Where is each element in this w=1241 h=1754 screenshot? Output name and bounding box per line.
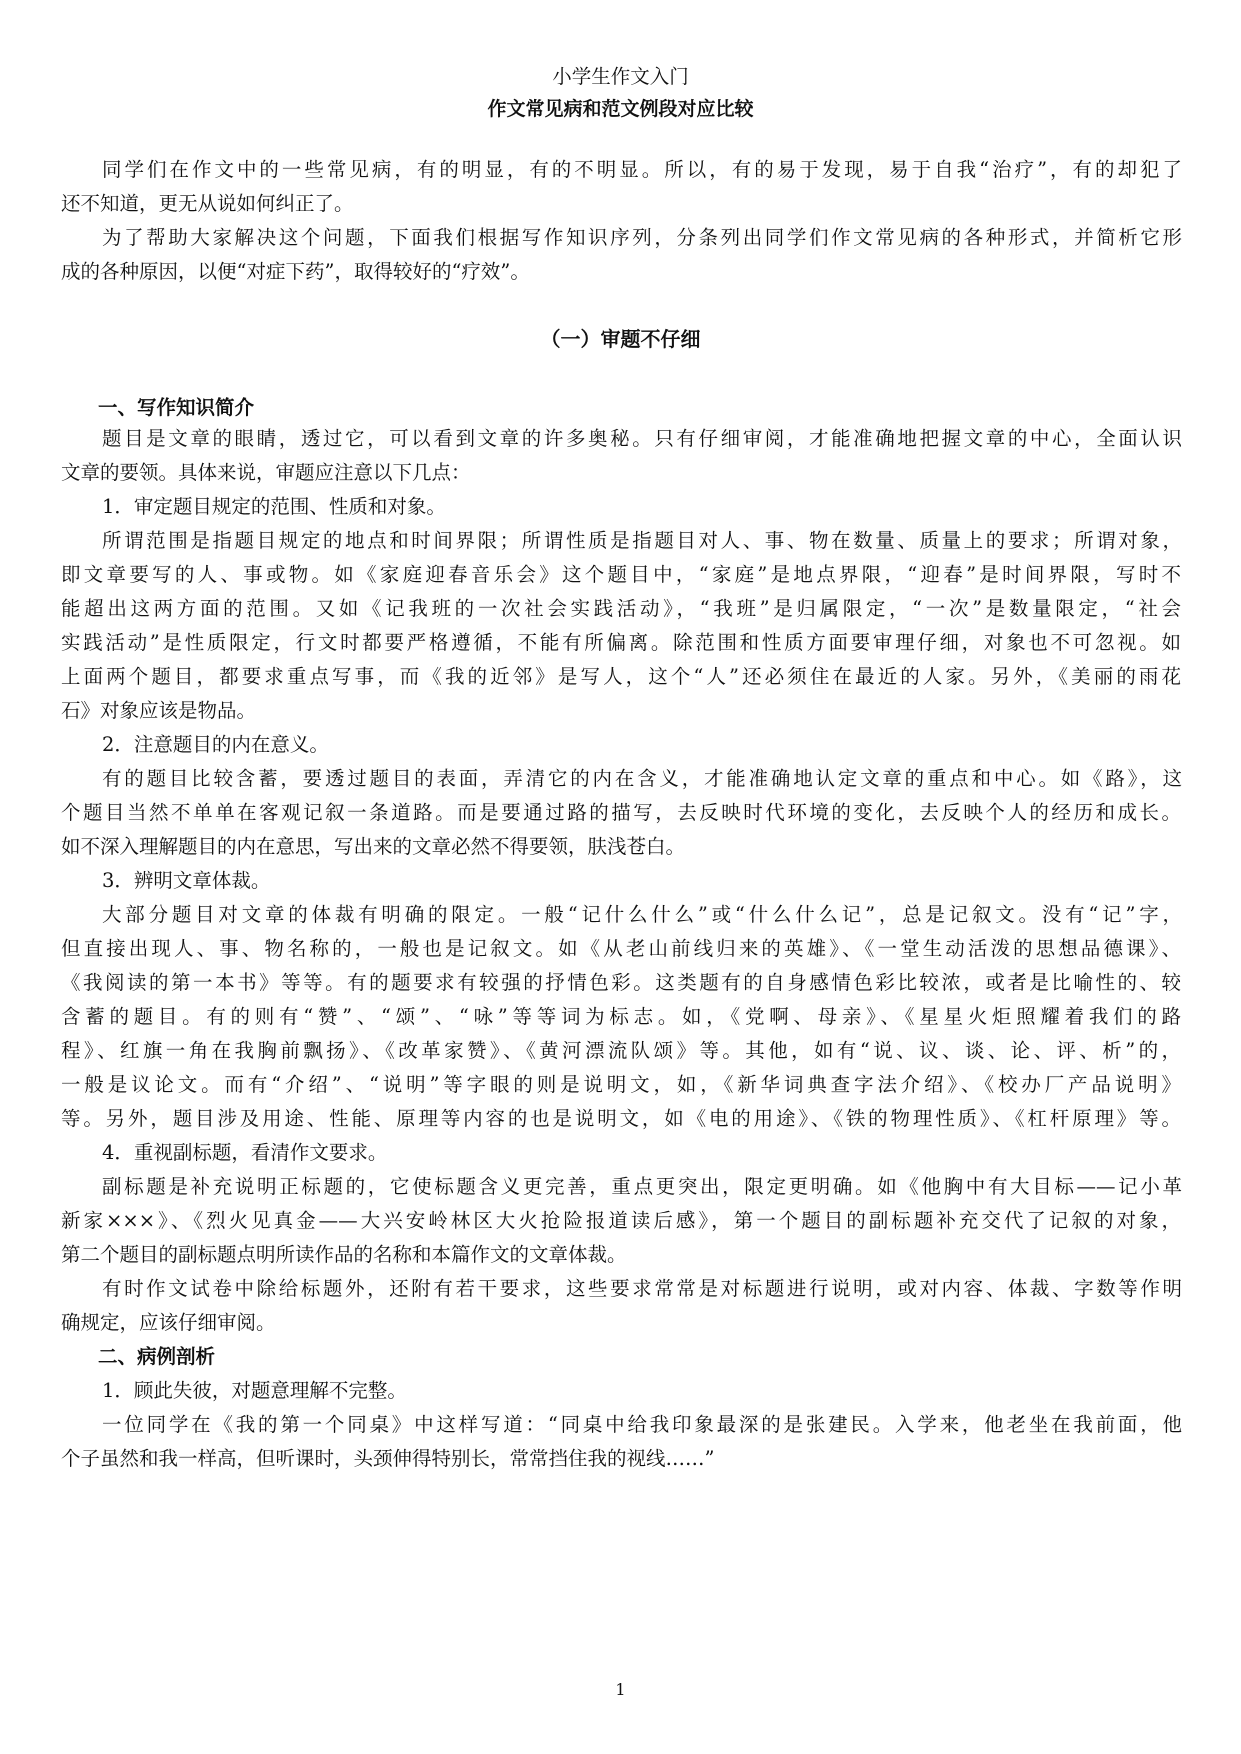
body-line: 有的题目比较含蓄，要透过题目的表面，弄清它的内在含义，才能准确地认定文章的重点和中心。如《路》，这 <box>102 767 1182 790</box>
body-line: 但直接出现人、事、物名称的，一般也是记叙文。如《从老山前线归来的英雄》、《一堂生动活泼的思想品德课》、 <box>61 937 1181 960</box>
series-title: 小学生作文入门 <box>552 65 689 88</box>
intro-line: 还不知道，更无从说如何纠正了。 <box>61 192 354 215</box>
body-line: 即文章要写的人、事或物。如《家庭迎春音乐会》这个题目中，“家庭”是地点界限，“迎春”是时间界限，写时不 <box>61 563 1181 586</box>
body-line: 文章的要领。具体来说，审题应注意以下几点： <box>61 461 471 484</box>
body-line: 1．顾此失彼，对题意理解不完整。 <box>102 1379 407 1402</box>
body-line: 如不深入理解题目的内在意思，写出来的文章必然不得要领，肤浅苍白。 <box>61 835 686 858</box>
body-line: 4．重视副标题，看清作文要求。 <box>102 1141 388 1164</box>
body-line: 《我阅读的第一本书》等等。有的题要求有较强的抒情色彩。这类题有的自身感情色彩比较浓，或者是比喻性的、较 <box>61 971 1181 994</box>
main-title: 作文常见病和范文例段对应比较 <box>487 98 754 120</box>
body-line: 副标题是补充说明正标题的，它使标题含义更完善，重点更突出，限定更明确。如《他胸中有大目标——记小革 <box>102 1175 1182 1198</box>
body-line: 一位同学在《我的第一个同桌》中这样写道：“同桌中给我印象最深的是张建民。入学来，他老坐在我前面，他 <box>102 1413 1182 1436</box>
body-line: 上面两个题目，都要求重点写事，而《我的近邻》是写人，这个“人”还必须住在最近的人家。另外，《美丽的雨花 <box>61 665 1181 688</box>
body-line: 2．注意题目的内在意义。 <box>102 733 329 756</box>
body-line: 石》对象应该是物品。 <box>61 699 257 722</box>
body-line: 程》、红旗一角在我胸前飘扬》、《改革家赞》、《黄河漂流队颂》等。其他，如有“说、议、谈、论、评、析”的， <box>61 1039 1181 1062</box>
part2-heading: 二、病例剖析 <box>98 1345 216 1368</box>
intro-line: 为了帮助大家解决这个问题，下面我们根据写作知识序列，分条列出同学们作文常见病的各种形式，并简析它形 <box>102 226 1182 249</box>
body-line: 所谓范围是指题目规定的地点和时间界限；所谓性质是指题目对人、事、物在数量、质量上的要求；所谓对象， <box>102 529 1182 552</box>
intro-line: 成的各种原因，以便“对症下药”，取得较好的“疗效”。 <box>61 260 530 283</box>
body-line: 个题目当然不单单在客观记叙一条道路。而是要通过路的描写，去反映时代环境的变化，去反映个人的经历和成长。 <box>61 801 1181 824</box>
body-line: 一般是议论文。而有“介绍”、“说明”等字眼的则是说明文，如，《新华词典查字法介绍》、《校办厂产品说明》 <box>61 1073 1181 1096</box>
body-line: 新家×××》、《烈火见真金——大兴安岭林区大火抢险报道读后感》，第一个题目的副标题补充交代了记叙的对象， <box>61 1209 1181 1232</box>
body-line: 确规定，应该仔细审阅。 <box>61 1311 276 1334</box>
body-line: 能超出这两方面的范围。又如《记我班的一次社会实践活动》，“我班”是归属限定，“一次”是数量限定，“社会 <box>61 597 1181 620</box>
section-title: （一）审题不仔细 <box>540 327 701 351</box>
body-line: 1．审定题目规定的范围、性质和对象。 <box>102 495 446 518</box>
page-number: 1 <box>615 1680 626 1699</box>
body-line: 实践活动”是性质限定，行文时都要严格遵循，不能有所偏离。除范围和性质方面要审理仔细，对象也不可忽视。如 <box>61 631 1181 654</box>
part1-heading: 一、写作知识简介 <box>98 396 255 419</box>
body-line: 第二个题目的副标题点明所读作品的名称和本篇作文的文章体裁。 <box>61 1243 627 1266</box>
body-line: 题目是文章的眼睛，透过它，可以看到文章的许多奥秘。只有仔细审阅，才能准确地把握文章的中心，全面认识 <box>102 427 1182 450</box>
intro-line: 同学们在作文中的一些常见病，有的明显，有的不明显。所以，有的易于发现，易于自我“治疗”，有的却犯了 <box>102 158 1182 181</box>
body-line: 有时作文试卷中除给标题外，还附有若干要求，这些要求常常是对标题进行说明，或对内容、体裁、字数等作明 <box>102 1277 1182 1300</box>
body-line: 等。另外，题目涉及用途、性能、原理等内容的也是说明文，如《电的用途》、《铁的物理性质》、《杠杆原理》等。 <box>61 1107 1181 1130</box>
body-line: 3．辨明文章体裁。 <box>102 869 271 892</box>
body-line: 个子虽然和我一样高，但听课时，头颈伸得特别长，常常挡住我的视线……” <box>61 1447 715 1470</box>
body-line: 含蓄的题目。有的则有“赞”、“颂”、“咏”等等词为标志。如，《党啊、母亲》、《星星火炬照耀着我们的路 <box>61 1005 1181 1028</box>
body-line: 大部分题目对文章的体裁有明确的限定。一般“记什么什么”或“什么什么记”，总是记叙文。没有“记”字， <box>102 903 1182 926</box>
